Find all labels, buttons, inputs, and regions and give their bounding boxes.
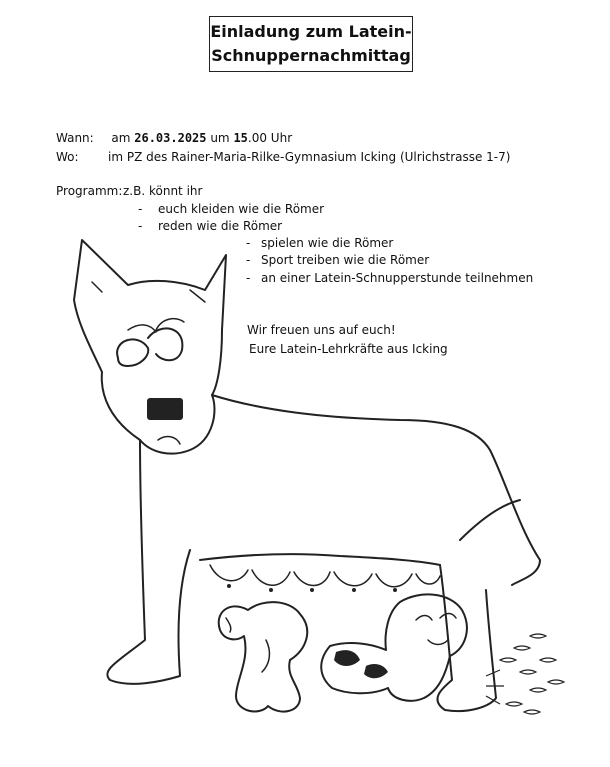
- wolf-front-leg: [107, 440, 190, 684]
- title-line-2: Schnuppernachmittag: [211, 46, 411, 65]
- when-middle: um: [210, 131, 230, 145]
- program-bullet: -: [246, 271, 251, 285]
- when-minutes: .00 Uhr: [247, 131, 293, 145]
- where-label: Wo:: [56, 150, 79, 164]
- program-bullet: -: [138, 202, 143, 216]
- where-text: im PZ des Rainer-Maria-Rilke-Gymnasium Icking (Ulrichstrasse 1-7): [108, 150, 511, 164]
- program-item: Sport treiben wie die Römer: [261, 253, 430, 267]
- program-item: an einer Latein-Schnupperstunde teilnehmen: [261, 271, 534, 285]
- program-intro: z.B. könnt ihr: [123, 184, 203, 198]
- wolf-belly: [200, 554, 440, 565]
- program-bullet: -: [246, 236, 251, 250]
- wolf-back-leg: [437, 565, 496, 711]
- wolf-body: [212, 395, 540, 585]
- wolf-nose: [147, 398, 183, 420]
- program-item: spielen wie die Römer: [261, 236, 394, 250]
- program-bullet: -: [246, 253, 251, 267]
- wolf-head: [74, 240, 226, 454]
- program-item: euch kleiden wie die Römer: [158, 202, 325, 216]
- when-hour: 15: [233, 131, 248, 145]
- closing-line-1: Wir freuen uns auf euch!: [247, 323, 396, 337]
- wolf-eye-left: [117, 339, 148, 366]
- program-item: reden wie die Römer: [158, 219, 283, 233]
- when-prefix: am: [111, 131, 131, 145]
- title-line-1: Einladung zum Latein-: [210, 22, 412, 41]
- program-bullet: -: [138, 219, 143, 233]
- when-label: Wann:: [56, 131, 94, 145]
- wolf-eye-right: [148, 328, 182, 360]
- milk-drops: [486, 634, 564, 714]
- when-date: 26.03.2025: [134, 131, 207, 145]
- closing-line-2: Eure Latein-Lehrkräfte aus Icking: [249, 342, 448, 356]
- twin-left: [219, 602, 308, 711]
- program-label: Programm:: [56, 184, 123, 198]
